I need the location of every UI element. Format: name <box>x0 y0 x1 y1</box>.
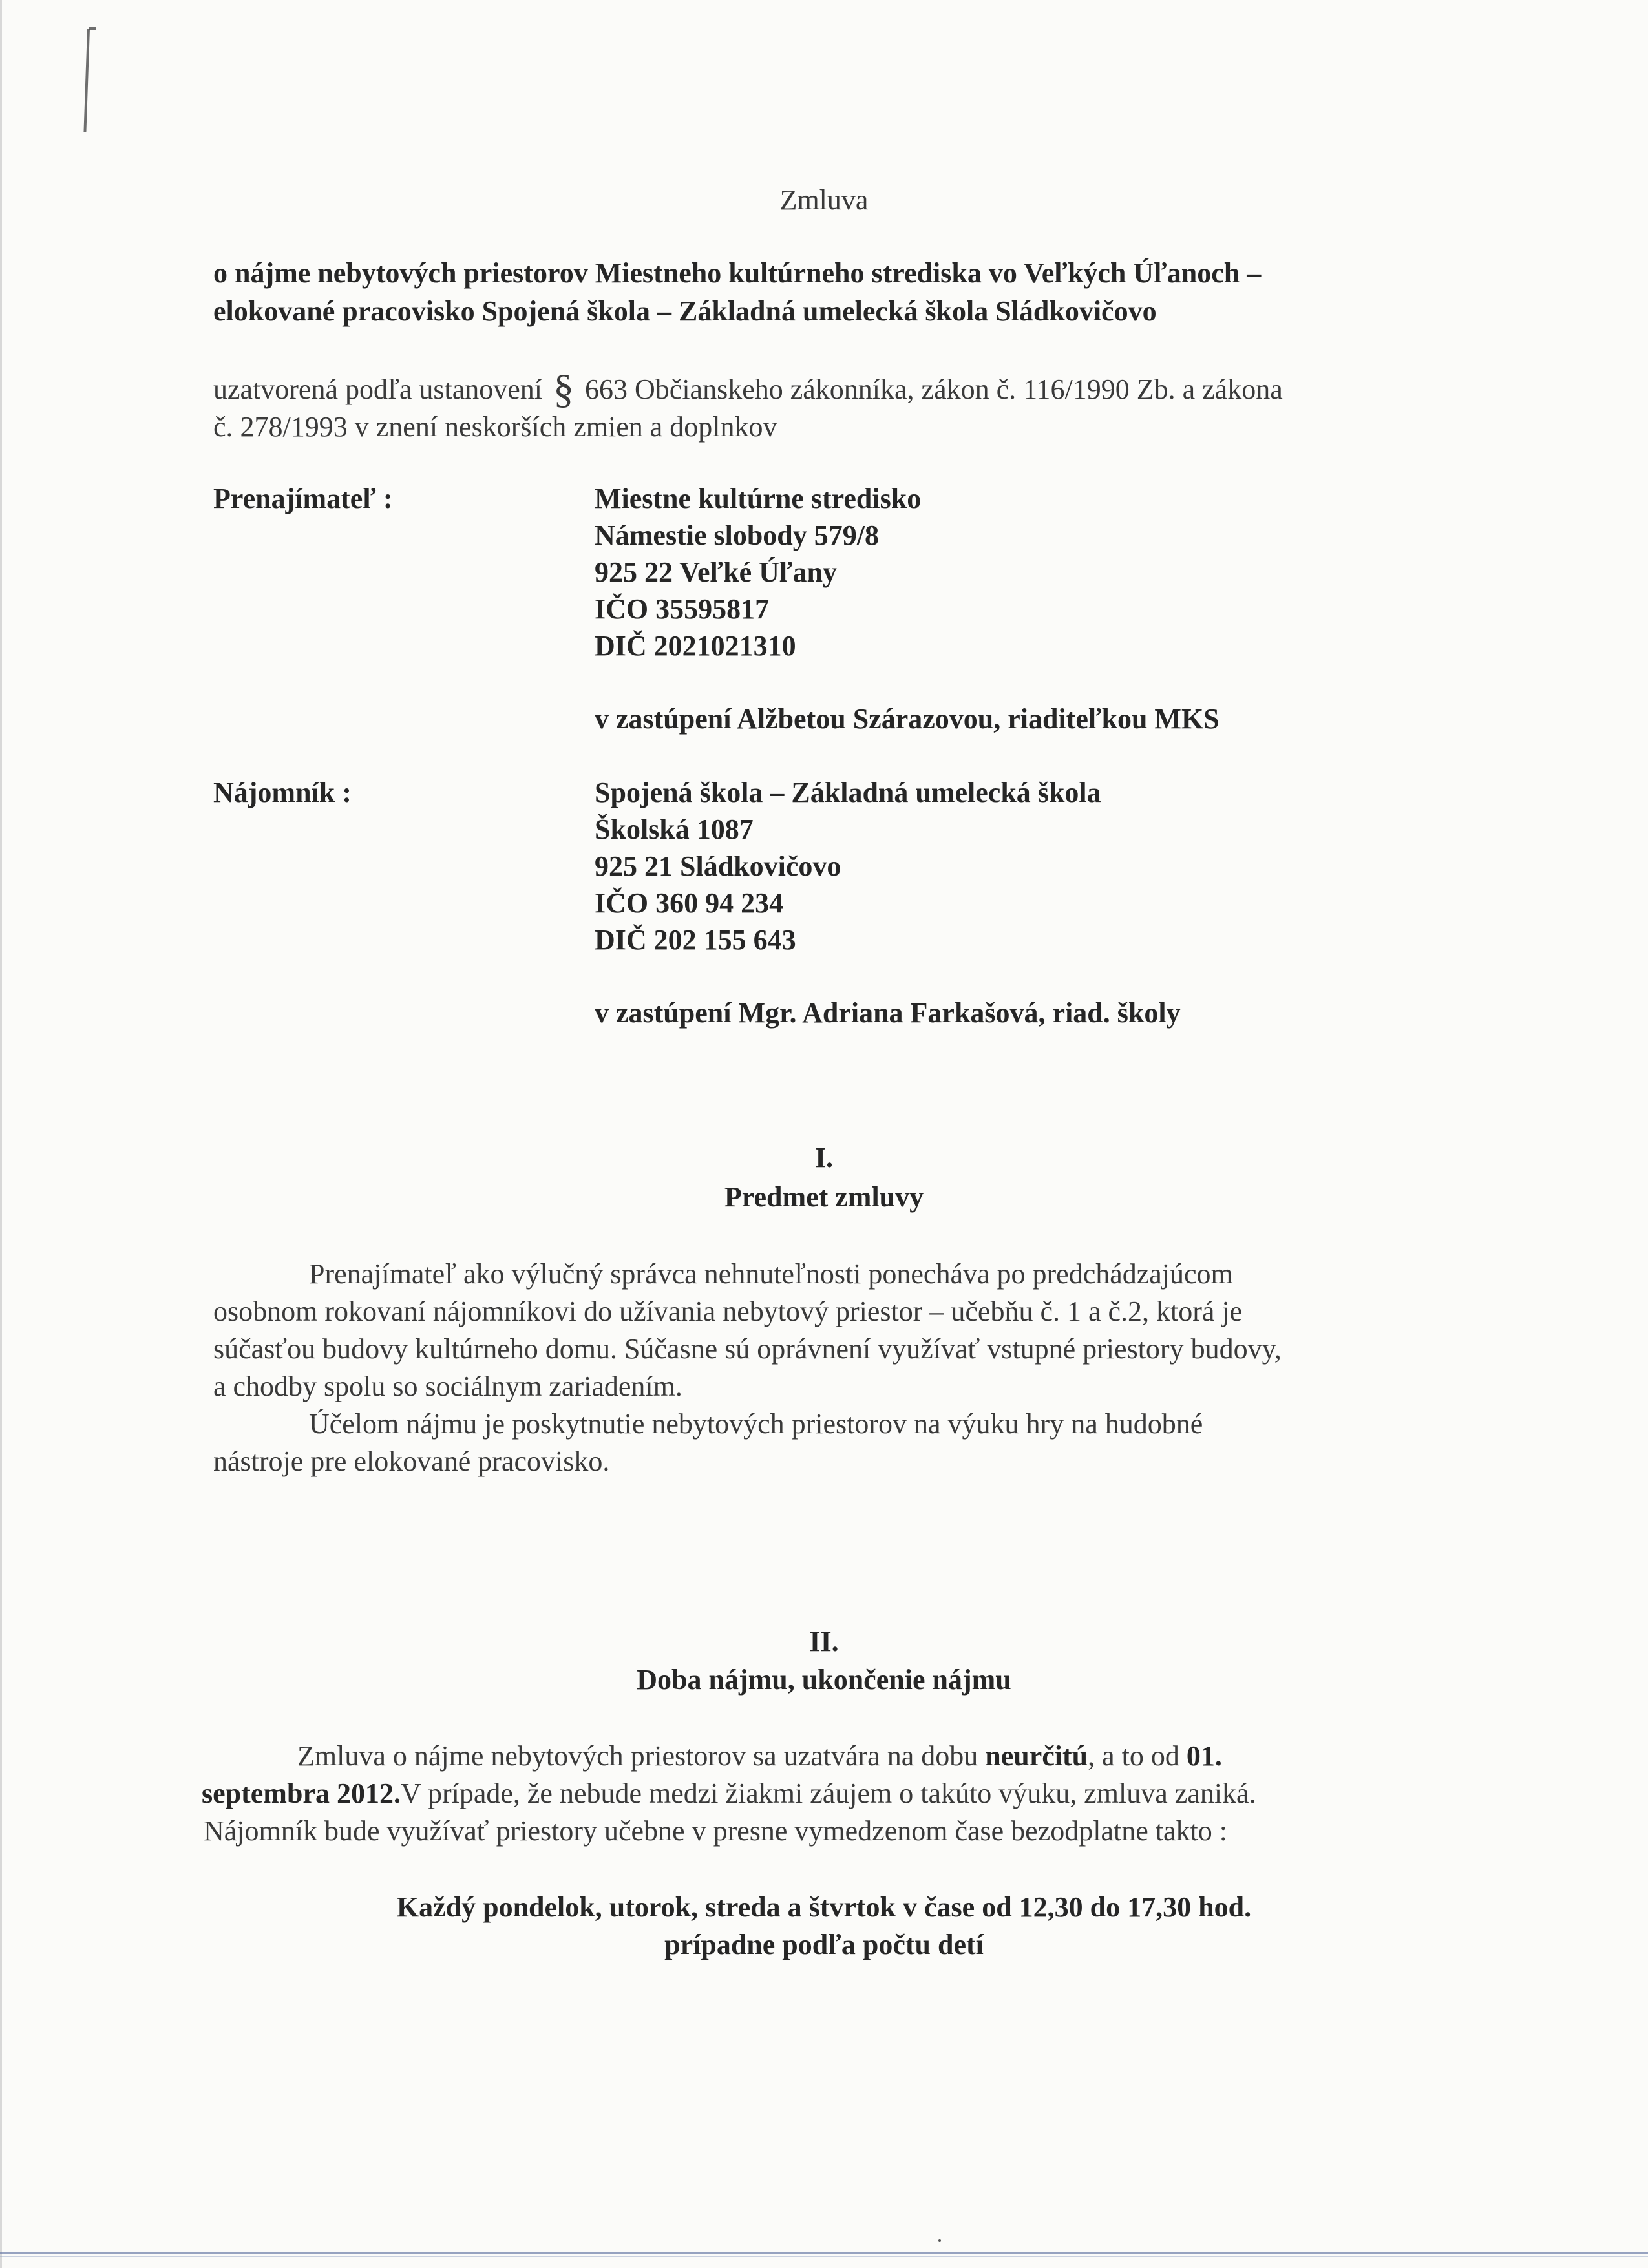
section-1-heading: Predmet zmluvy <box>724 1181 924 1213</box>
lessee-label: Nájomník : <box>213 777 352 808</box>
lessee-street: Školská 1087 <box>595 814 754 845</box>
section-1-line-3: súčasťou budovy kultúrneho domu. Súčasne sú oprávnení využívať vstupné priestory budovy, <box>213 1333 1282 1365</box>
schedule-line-2: prípadne podľa počtu detí <box>664 1929 984 1960</box>
lessor-ico: IČO 35595817 <box>595 593 770 625</box>
document-title: Zmluva <box>779 184 869 216</box>
lessor-dic: DIČ 2021021310 <box>595 630 796 662</box>
section-2-line-1 <box>297 1738 1222 1774</box>
lessor-representative: v zastúpení Alžbetou Szárazovou, riaditeľkou MKS <box>595 703 1220 735</box>
section-2-heading: Doba nájmu, ukončenie nájmu <box>637 1664 1011 1696</box>
legal-basis-line-2: č. 278/1993 v znení neskorších zmien a doplnkov <box>213 411 777 443</box>
lessor-name: Miestne kultúrne stredisko <box>595 483 922 514</box>
lessee-ico: IČO 360 94 234 <box>595 887 784 919</box>
section-1-line-2: osobnom rokovaní nájomníkovi do užívania nebytový priestor – učebňu č. 1 a č.2, ktorá je <box>213 1296 1243 1327</box>
lessee-dic: DIČ 202 155 643 <box>595 924 796 956</box>
legal-basis-line-1 <box>213 366 1283 412</box>
section-symbol: § <box>553 366 575 412</box>
section-2-line-1-c: , a to od <box>1088 1740 1179 1772</box>
scan-speck <box>938 2239 941 2242</box>
lessor-city: 925 22 Veľké Úľany <box>595 556 837 588</box>
schedule-line-1: Každý pondelok, utorok, streda a štvrtok v čase od 12,30 do 17,30 hod. <box>396 1891 1252 1923</box>
lessor-label: Prenajímateľ : <box>213 483 393 514</box>
legal-basis-prefix: uzatvorená podľa ustanovení <box>213 373 543 405</box>
term-indefinite: neurčitú <box>985 1740 1088 1772</box>
section-1-line-5: Účelom nájmu je poskytnutie nebytových priestorov na výuku hry na hudobné <box>309 1408 1203 1440</box>
lessee-city: 925 21 Sládkovičovo <box>595 850 841 882</box>
lessor-street: Námestie slobody 579/8 <box>595 520 879 551</box>
section-2-line-2-b: V prípade, že nebude medzi žiakmi záujem o takúto výuku, zmluva zaniká. <box>400 1778 1256 1809</box>
scan-bottom-rule-2 <box>0 2256 1648 2257</box>
section-1-line-6: nástroje pre elokované pracovisko. <box>213 1445 610 1477</box>
start-month-year: septembra 2012. <box>202 1778 401 1809</box>
handwritten-mark-top <box>89 27 96 30</box>
section-2-line-1-a: Zmluva o nájme nebytových priestorov sa uzatvára na dobu <box>297 1740 978 1772</box>
subtitle-line-2: elokované pracovisko Spojená škola – Základná umelecká škola Sládkovičovo <box>213 295 1157 327</box>
section-1-number: I. <box>814 1142 834 1173</box>
section-2-number: II. <box>809 1626 839 1657</box>
section-2-line-2 <box>202 1776 1256 1812</box>
start-day: 01. <box>1186 1740 1222 1772</box>
section-1-line-4: a chodby spolu so sociálnym zariadením. <box>213 1370 682 1402</box>
subtitle-line-1: o nájme nebytových priestorov Miestneho kultúrneho strediska vo Veľkých Úľanoch – <box>213 257 1262 289</box>
legal-basis-suffix: 663 Občianskeho zákonníka, zákon č. 116/1990 Zb. a zákona <box>585 373 1283 405</box>
handwritten-mark <box>83 29 90 132</box>
scan-bottom-rule <box>0 2252 1648 2254</box>
section-1-line-1: Prenajímateľ ako výlučný správca nehnuteľnosti ponecháva po predchádzajúcom <box>309 1258 1233 1290</box>
lessee-representative: v zastúpení Mgr. Adriana Farkašová, riad. školy <box>595 997 1181 1029</box>
lessee-name: Spojená škola – Základná umelecká škola <box>595 777 1101 808</box>
section-2-line-3: Nájomník bude využívať priestory učebne v presne vymedzenom čase bezodplatne takto : <box>204 1815 1227 1847</box>
